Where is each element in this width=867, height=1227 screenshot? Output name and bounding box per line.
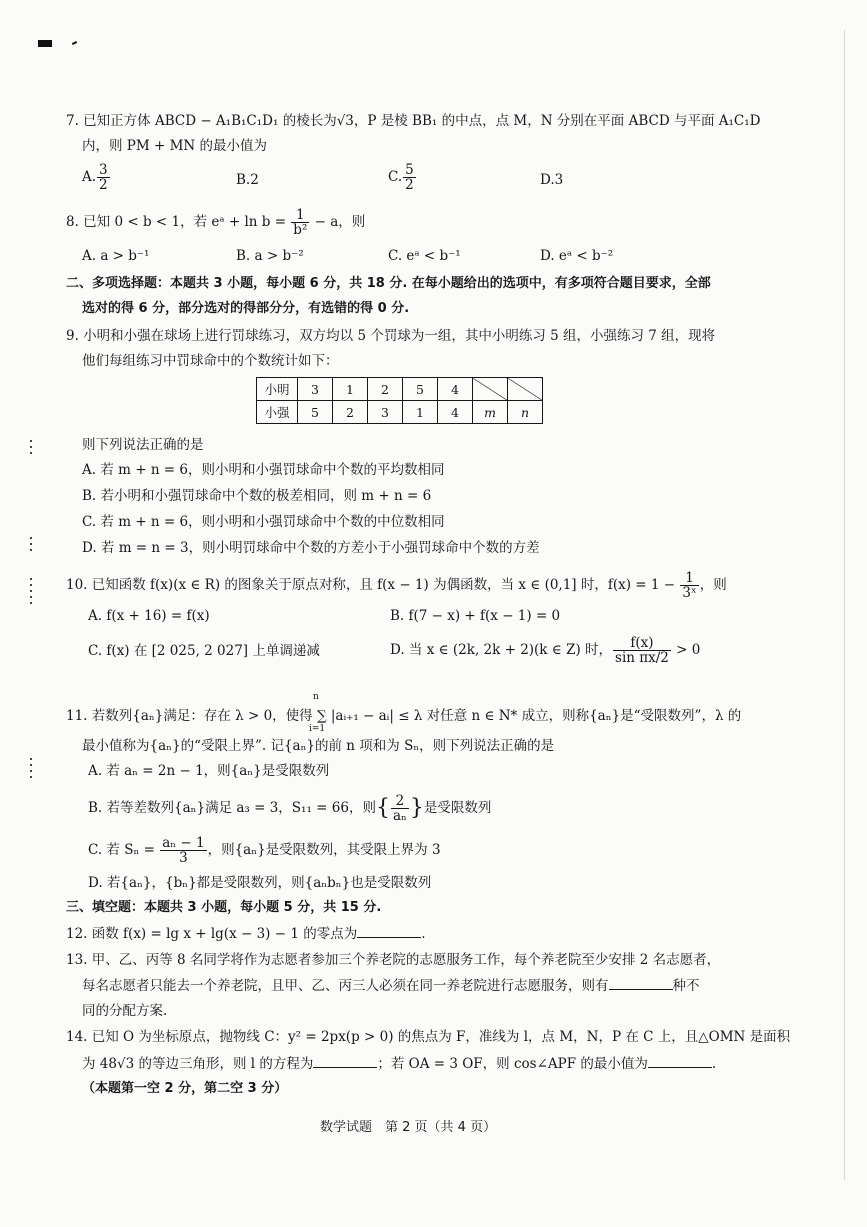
q10-option-b: B. f(7 − x) + f(x − 1) = 0 <box>390 608 561 624</box>
q13-stem-line-2: 每名志愿者只能去一个养老院，且甲、乙、丙三人必须在同一养老院进行志愿服务，则有 种不 <box>82 978 700 994</box>
q14-stem-line-2: 为 48√3 的等边三角形，则 l 的方程为 ；若 OA = 3 OF，则 cos∠APF 的最小值为 . <box>82 1056 717 1072</box>
table-cell: 1 <box>403 401 438 424</box>
q8-option-c: C. eᵃ < b⁻¹ <box>388 248 461 264</box>
table-cell: 4 <box>438 401 473 424</box>
q11-option-d: D. 若{aₙ}，{bₙ}都是受限数列，则{aₙbₙ}也是受限数列 <box>88 875 432 891</box>
q9-option-b: B. 若小明和小强罚球命中个数的极差相同，则 m + n = 6 <box>82 488 432 504</box>
table-cell: 2 <box>333 401 368 424</box>
q11-sum-lower: i=1 <box>309 724 326 734</box>
q8-stem: 8. 已知 0 < b < 1，若 eᵃ + ln b = $\frac{1}{\text{b²}}$ − a，则 <box>66 207 366 238</box>
q7-stem-line-2: 内，则 PM + MN 的最小值为 <box>82 138 268 154</box>
q8-option-a: A. a > b⁻¹ <box>82 248 150 264</box>
answer-blank[interactable] <box>648 1055 712 1068</box>
section-2-heading-cont: 选对的得 6 分，部分选对的得部分分，有选错的得 0 分. <box>82 301 410 316</box>
q7-stem-line-1: 7. 已知正方体 ABCD − A₁B₁C₁D₁ 的棱长为√3，P 是棱 BB₁ 的中点，点 M，N 分别在平面 ABCD 与平面 A₁C₁D <box>66 113 761 129</box>
scan-dots <box>30 537 32 551</box>
answer-blank[interactable] <box>357 925 421 938</box>
q7-option-b: B.2 <box>236 172 259 188</box>
q9-stem-line-1: 9. 小明和小强在球场上进行罚球练习，双方均以 5 个罚球为一组，其中小明练习 5 组，小强练习 7 组，现将 <box>66 328 716 344</box>
q7-option-c: C. $\frac{5}{2}$ <box>388 162 414 193</box>
table-cell-diagonal <box>473 378 508 401</box>
scan-mark <box>38 40 52 47</box>
table-cell: 4 <box>438 378 473 401</box>
q10-option-d: D. 当 x ∈ (2k, 2k + 2)(k ∈ Z) 时， $\frac{f(x)}{\text{sin πx/2}}$ > 0 <box>390 635 701 666</box>
page-edge <box>844 30 845 1180</box>
table-cell-diagonal <box>508 378 543 401</box>
q9-option-c: C. 若 m + n = 6，则小明和小强罚球命中个数的中位数相同 <box>82 514 445 530</box>
q11-option-c: C. 若 Sₙ = $\frac{\text{aₙ − 1}}{3}$ ，则{aₙ}是受限数列，其受限上界为 3 <box>88 835 441 866</box>
table-cell: 2 <box>368 378 403 401</box>
q7-option-a: A. $\frac{3}{2}$ <box>82 162 108 193</box>
q14-stem-line-1: 14. 已知 O 为坐标原点，抛物线 C：y² = 2px(p > 0) 的焦点为 F，准线为 l，点 M，N，P 在 C 上，且△OMN 是面积 <box>66 1029 791 1045</box>
q11-option-a: A. 若 aₙ = 2n − 1，则{aₙ}是受限数列 <box>88 763 330 779</box>
scan-mark <box>72 41 77 45</box>
table-cell: 5 <box>298 401 333 424</box>
q13-stem-line-1: 13. 甲、乙、丙等 8 名同学将作为志愿者参加三个养老院的志愿服务工作，每个养老院至少安排 2 名志愿者， <box>66 952 721 968</box>
scan-dots <box>30 440 32 456</box>
q11-sum-upper: n <box>313 692 319 702</box>
table-row-xiaoming <box>257 378 543 401</box>
q11-option-b: B. 若等差数列{aₙ}满足 a₃ = 3，S₁₁ = 66，则{ $\frac{2}{\text{aₙ}}$ }是受限数列 <box>88 793 492 824</box>
q9-stem-line-2: 他们每组练习中罚球命中的个数统计如下： <box>82 353 339 369</box>
table-cell: 1 <box>333 378 368 401</box>
table-cell: 3 <box>298 378 333 401</box>
table-cell: m <box>473 401 508 424</box>
table-row-xiaoqiang <box>257 401 543 424</box>
table-cell: 小明 <box>257 378 298 401</box>
q9-option-a: A. 若 m + n = 6，则小明和小强罚球命中个数的平均数相同 <box>82 462 445 478</box>
table-cell: 5 <box>403 378 438 401</box>
q9-data-table <box>256 377 543 424</box>
q10-stem: 10. 已知函数 f(x)(x ∈ R) 的图象关于原点对称，且 f(x − 1) 为偶函数，当 x ∈ (0,1] 时，f(x) = 1 − $\frac{1}{\text{3ˣ}}$ ，则 <box>66 570 727 601</box>
section-3-heading: 三、填空题：本题共 3 小题，每小题 5 分，共 15 分. <box>66 900 382 915</box>
answer-blank[interactable] <box>609 977 673 990</box>
q11-stem-line-1: 11. 若数列{aₙ}满足：存在 λ > 0，使得 ∑ |aᵢ₊₁ − aᵢ| ≤ λ 对任意 n ∈ N* 成立，则称{aₙ}是“受限数列”，λ 的 <box>66 708 742 724</box>
table-cell: 小强 <box>257 401 298 424</box>
q10-option-c: C. f(x) 在 [2 025, 2 027] 上单调递减 <box>88 643 320 659</box>
scan-dots <box>30 578 32 604</box>
q13-stem-line-3: 同的分配方案. <box>82 1003 168 1019</box>
scan-dots <box>30 758 32 778</box>
q8-option-d: D. eᵃ < b⁻² <box>540 248 614 264</box>
q11-stem-line-2: 最小值称为{aₙ}的“受限上界”. 记{aₙ}的前 n 项和为 Sₙ，则下列说法正确的是 <box>82 738 555 754</box>
section-2-heading: 二、多项选择题：本题共 3 小题，每小题 6 分，共 18 分. 在每小题给出的选项中，有多项符合题目要求，全部 <box>66 276 711 291</box>
answer-blank[interactable] <box>313 1055 377 1068</box>
q12-stem: 12. 函数 f(x) = lg x + lg(x − 3) − 1 的零点为 . <box>66 926 426 942</box>
page-footer: 数学试题 第 2 页（共 4 页） <box>320 1120 497 1135</box>
table-cell: 3 <box>368 401 403 424</box>
q8-option-b: B. a > b⁻² <box>236 248 304 264</box>
q14-scoring-note: （本题第一空 2 分，第二空 3 分） <box>82 1081 288 1096</box>
q9-option-d: D. 若 m = n = 3，则小明罚球命中个数的方差小于小强罚球命中个数的方差 <box>82 540 540 556</box>
table-cell: n <box>508 401 543 424</box>
q10-option-a: A. f(x + 16) = f(x) <box>88 608 210 624</box>
q9-prompt: 则下列说法正确的是 <box>82 437 204 453</box>
q7-option-d: D.3 <box>540 172 564 188</box>
